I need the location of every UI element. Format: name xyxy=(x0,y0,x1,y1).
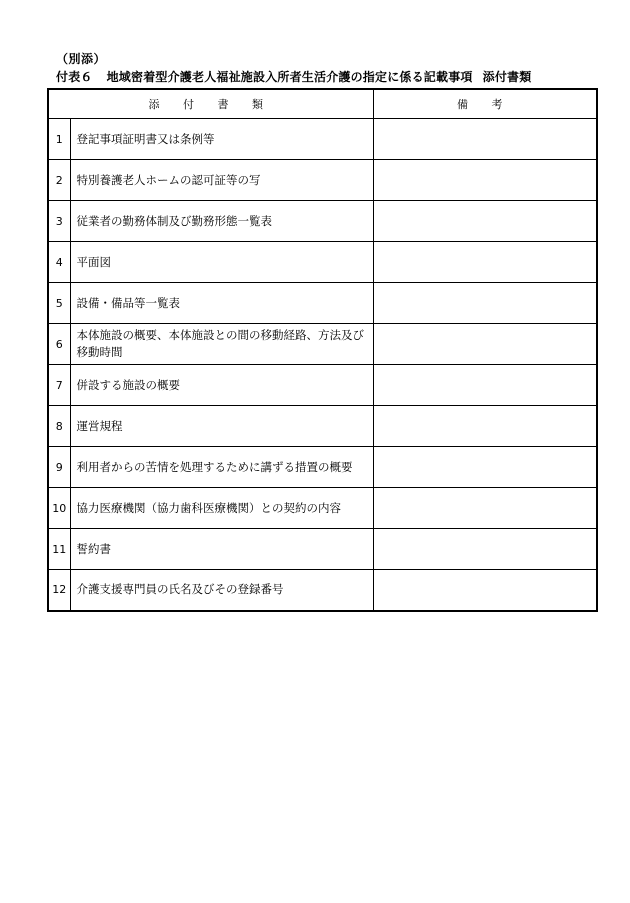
remarks-cell xyxy=(373,529,597,570)
document-name: 平面図 xyxy=(70,242,373,283)
table-row xyxy=(48,488,597,529)
remarks-cell xyxy=(373,324,597,365)
document-name: 誓約書 xyxy=(70,529,373,570)
remarks-cell xyxy=(373,119,597,160)
title-subject: 地域密着型介護老人福祉施設入所者生活介護の指定に係る記載事項 xyxy=(106,70,473,84)
table-row xyxy=(48,201,597,242)
remarks-cell xyxy=(373,570,597,611)
row-number: 12 xyxy=(48,570,70,611)
document-name: 併設する施設の概要 xyxy=(70,365,373,406)
document-name: 特別養護老人ホームの認可証等の写 xyxy=(70,160,373,201)
document-name: 介護支援専門員の氏名及びその登録番号 xyxy=(70,570,373,611)
document-name: 設備・備品等一覧表 xyxy=(70,283,373,324)
table-row xyxy=(48,365,597,406)
table-row xyxy=(48,119,597,160)
table-row xyxy=(48,406,597,447)
header-documents: 添 付 書 類 xyxy=(48,89,373,119)
table-row xyxy=(48,447,597,488)
title-suffix: 添付書類 xyxy=(482,70,532,84)
table-row xyxy=(48,160,597,201)
row-number: 4 xyxy=(48,242,70,283)
table-row xyxy=(48,283,597,324)
row-number: 6 xyxy=(48,324,70,365)
table-row xyxy=(48,570,597,611)
table-row xyxy=(48,529,597,570)
remarks-cell xyxy=(373,242,597,283)
row-number: 1 xyxy=(48,119,70,160)
remarks-cell xyxy=(373,201,597,242)
remarks-cell xyxy=(373,406,597,447)
document-name: 協力医療機関（協力歯科医療機関）との契約の内容 xyxy=(70,488,373,529)
table-row xyxy=(48,324,597,365)
row-number: 7 xyxy=(48,365,70,406)
row-number: 5 xyxy=(48,283,70,324)
table-header-row xyxy=(48,89,597,119)
document-title xyxy=(56,68,531,85)
row-number: 10 xyxy=(48,488,70,529)
row-number: 2 xyxy=(48,160,70,201)
row-number: 3 xyxy=(48,201,70,242)
remarks-cell xyxy=(373,488,597,529)
document-name: 運営規程 xyxy=(70,406,373,447)
document-name: 従業者の勤務体制及び勤務形態一覧表 xyxy=(70,201,373,242)
table-number: 付表６ xyxy=(56,70,93,84)
row-number: 8 xyxy=(48,406,70,447)
remarks-cell xyxy=(373,160,597,201)
header-remarks: 備 考 xyxy=(373,89,597,119)
document-name: 利用者からの苦情を処理するために講ずる措置の概要 xyxy=(70,447,373,488)
remarks-cell xyxy=(373,365,597,406)
document-name: 本体施設の概要、本体施設との間の移動経路、方法及び移動時間 xyxy=(70,324,373,365)
document-name: 登記事項証明書又は条例等 xyxy=(70,119,373,160)
remarks-cell xyxy=(373,447,597,488)
row-number: 9 xyxy=(48,447,70,488)
attachments-table xyxy=(47,88,598,612)
remarks-cell xyxy=(373,283,597,324)
row-number: 11 xyxy=(48,529,70,570)
table-row xyxy=(48,242,597,283)
table-body xyxy=(48,119,597,611)
annex-label: （別添） xyxy=(56,52,107,66)
